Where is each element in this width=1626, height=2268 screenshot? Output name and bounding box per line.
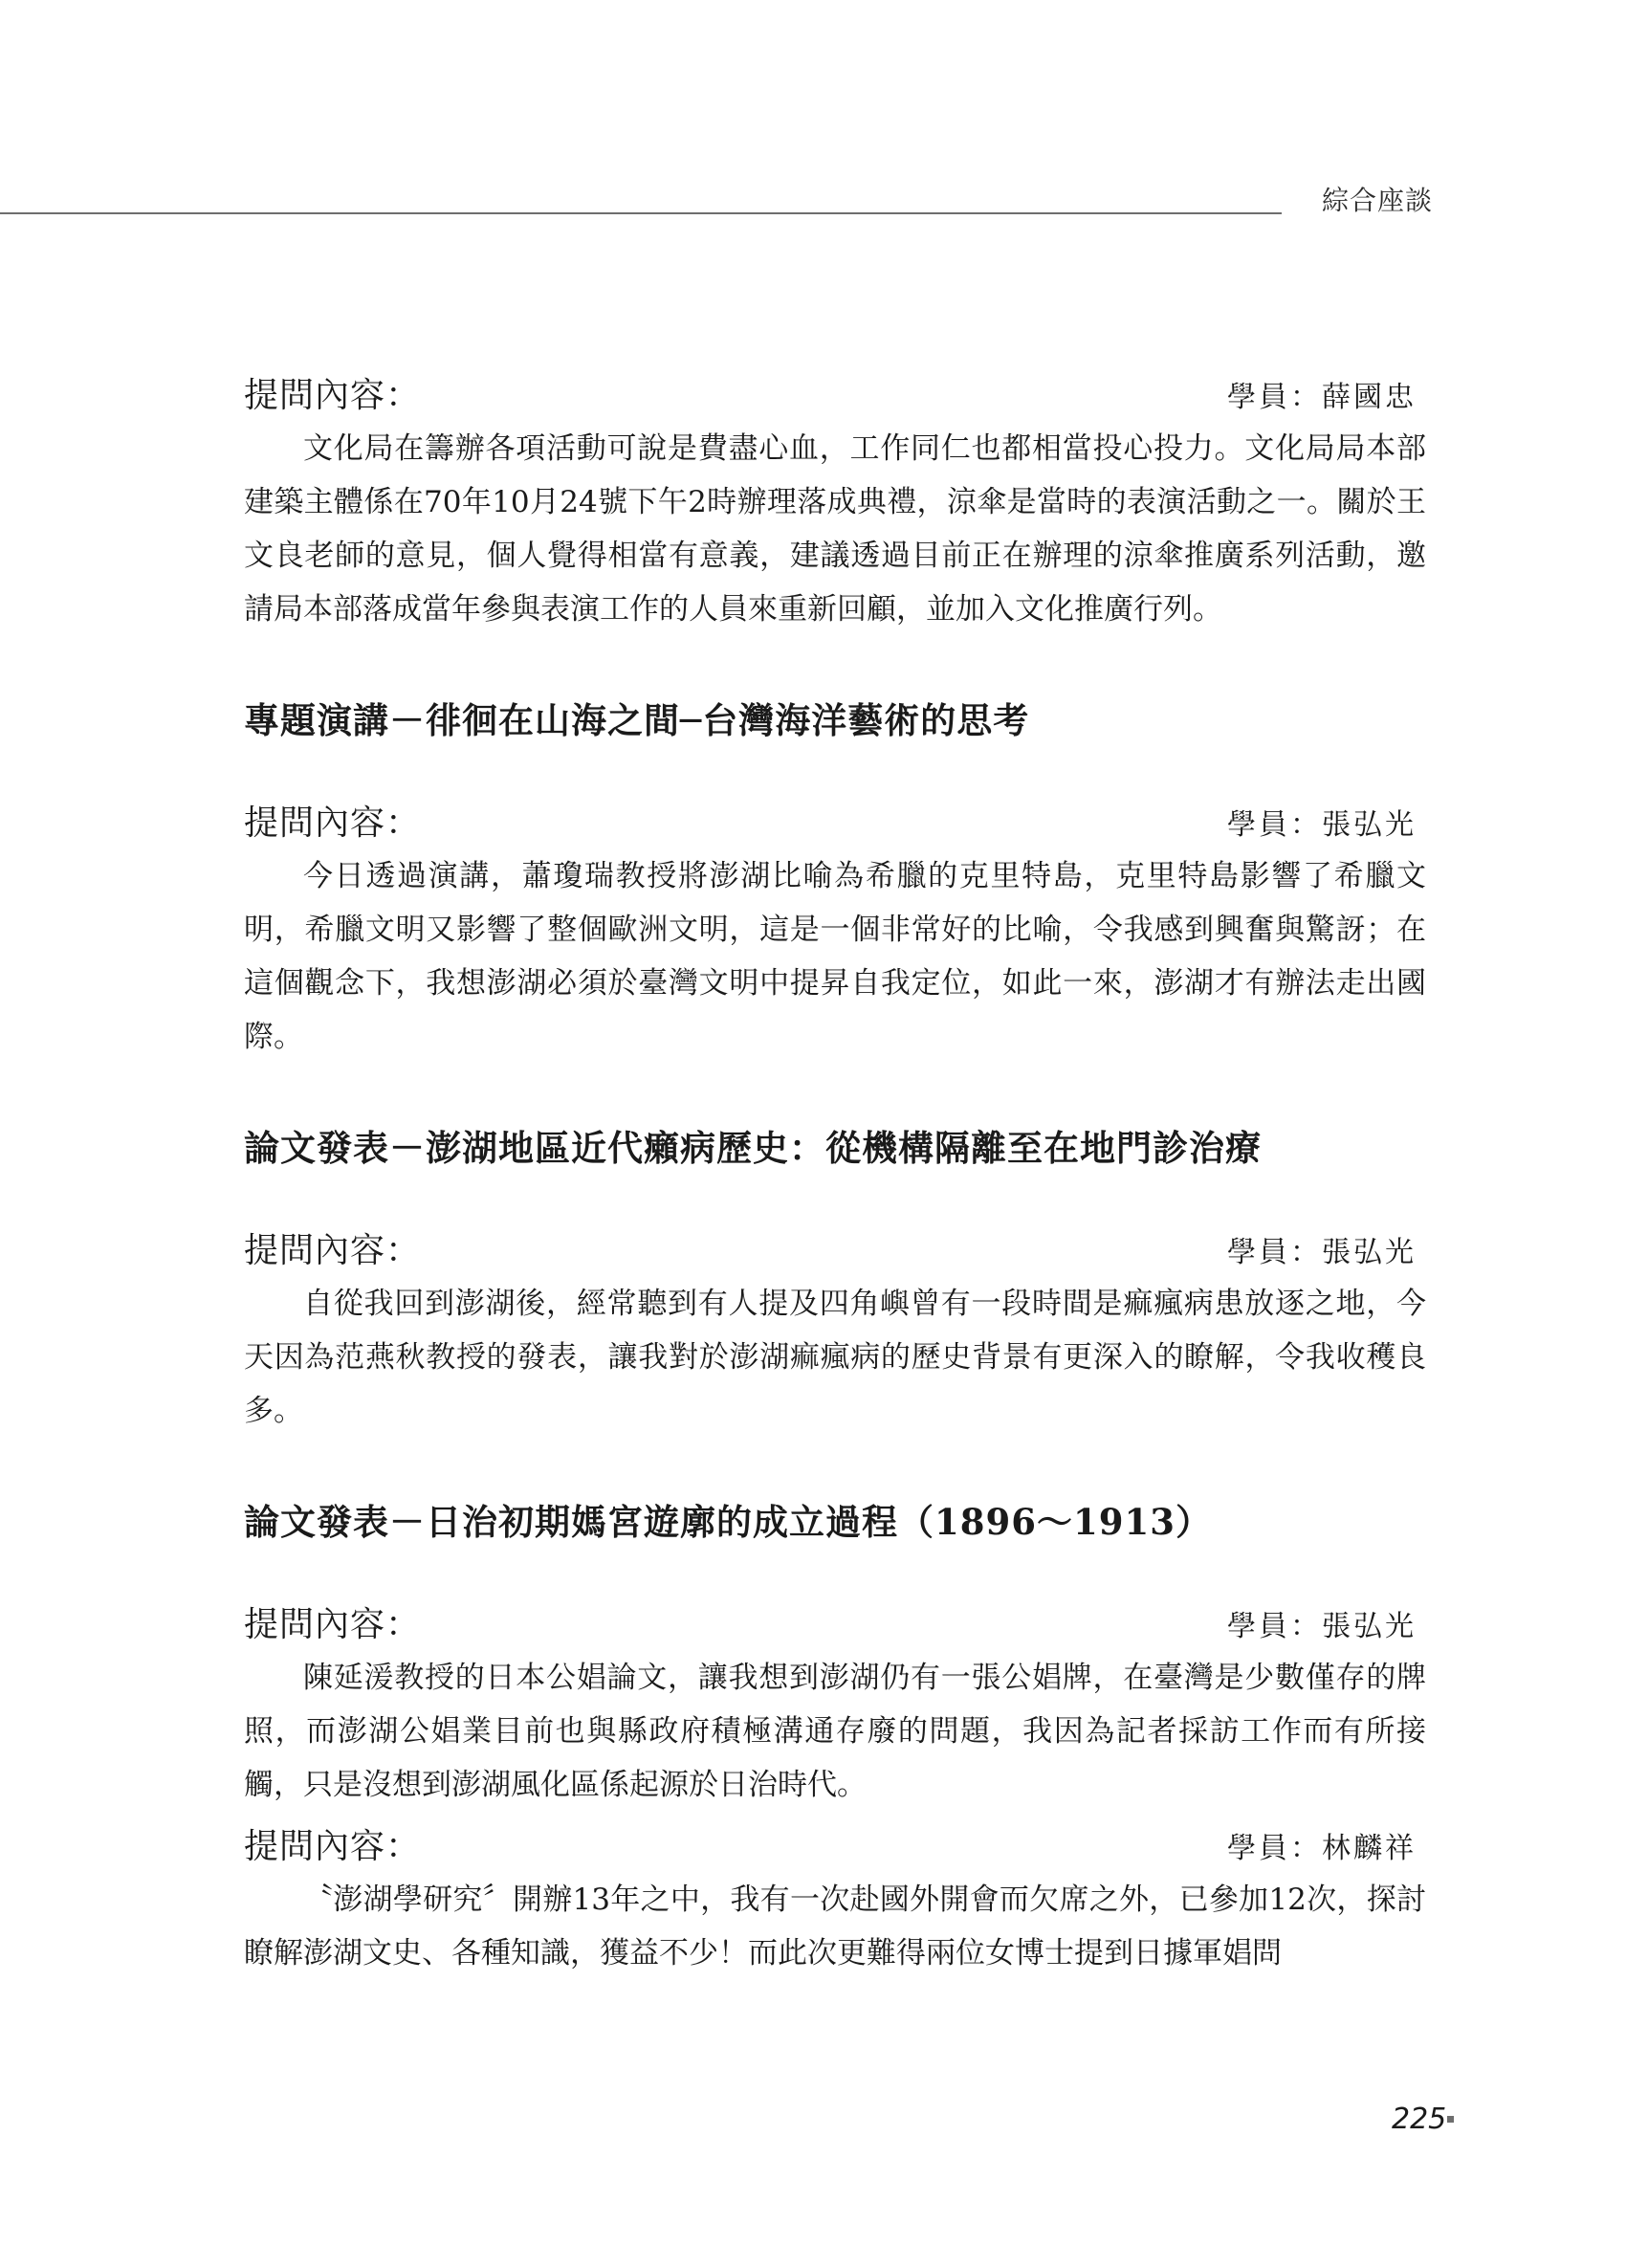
qa-speaker: 學員：林麟祥 [1227,1832,1417,1865]
qa-label: 提問內容： [244,1231,422,1270]
header-rule [0,212,1282,214]
qa-body-text: 今日透過演講，蕭瓊瑞教授將澎湖比喻為希臘的克里特島，克里特島影響了希臘文明，希臘文明又影響了整個歐洲文明，這是一個非常好的比喻，令我感到興奮與驚訝；在這個觀念下，我想澎湖必須於臺灣文明中提昇自我定位，如此一來，澎湖才有辦法走出國際。 [244,859,1426,1054]
section-title: 專題演講－徘徊在山海之間─台灣海洋藝術的思考 [244,699,1030,741]
qa-body-text: 自從我回到澎湖後，經常聽到有人提及四角嶼曾有一段時間是痲瘋病患放逐之地，今天因為范燕秋教授的發表，讓我對於澎湖痲瘋病的歷史背景有更深入的瞭解，令我收穫良多。 [244,1287,1426,1428]
qa-heading [244,368,1426,422]
qa-block [244,1819,1426,1980]
page-content [244,368,1426,1980]
section-title: 論文發表－澎湖地區近代癩病歷史：從機構隔離至在地門診治療 [244,1127,1262,1169]
qa-heading [244,796,1426,849]
page-number-marker [1447,2116,1454,2123]
qa-block [244,1223,1426,1438]
qa-speaker: 學員：張弘光 [1227,1610,1417,1643]
page-number: 225 [1392,2103,1447,2136]
qa-block [244,1597,1426,1812]
qa-body-text: 文化局在籌辦各項活動可說是費盡心血，工作同仁也都相當投心投力。文化局局本部建築主體係在70年10月24號下午2時辦理落成典禮，涼傘是當時的表演活動之一。關於王文良老師的意見，個人覺得相當有意義，建議透過目前正在辦理的涼傘推廣系列活動，邀請局本部落成當年參與表演工作的人員來重新回顧，並加入文化推廣行列。 [244,431,1426,627]
qa-speaker: 學員：張弘光 [1227,808,1417,842]
qa-body-text: 〝澎湖學研究〞開辦13年之中，我有一次赴國外開會而欠席之外，已參加12次，探討瞭解澎湖文史、各種知識，獲益不少！而此次更難得兩位女博士提到日據軍娼問 [244,1883,1426,1971]
qa-body-text: 陳延湲教授的日本公娼論文，讓我想到澎湖仍有一張公娼牌，在臺灣是少數僅存的牌照，而澎湖公娼業目前也與縣政府積極溝通存廢的問題，我因為記者採訪工作而有所接觸，只是沒想到澎湖風化區係起源於日治時代。 [244,1661,1426,1802]
qa-heading [244,1819,1426,1873]
section-title: 論文發表－日治初期媽宮遊廓的成立過程（1896～1913） [244,1501,1212,1543]
qa-speaker: 學員：薛國忠 [1227,381,1417,414]
qa-heading [244,1597,1426,1651]
qa-block [244,796,1426,1064]
qa-label: 提問內容： [244,376,422,415]
qa-speaker: 學員：張弘光 [1227,1236,1417,1269]
qa-heading [244,1223,1426,1277]
qa-label: 提問內容： [244,1605,422,1644]
qa-label: 提問內容： [244,804,422,843]
running-head: 綜合座談 [1322,185,1434,216]
qa-label: 提問內容： [244,1827,422,1866]
qa-block [244,368,1426,636]
